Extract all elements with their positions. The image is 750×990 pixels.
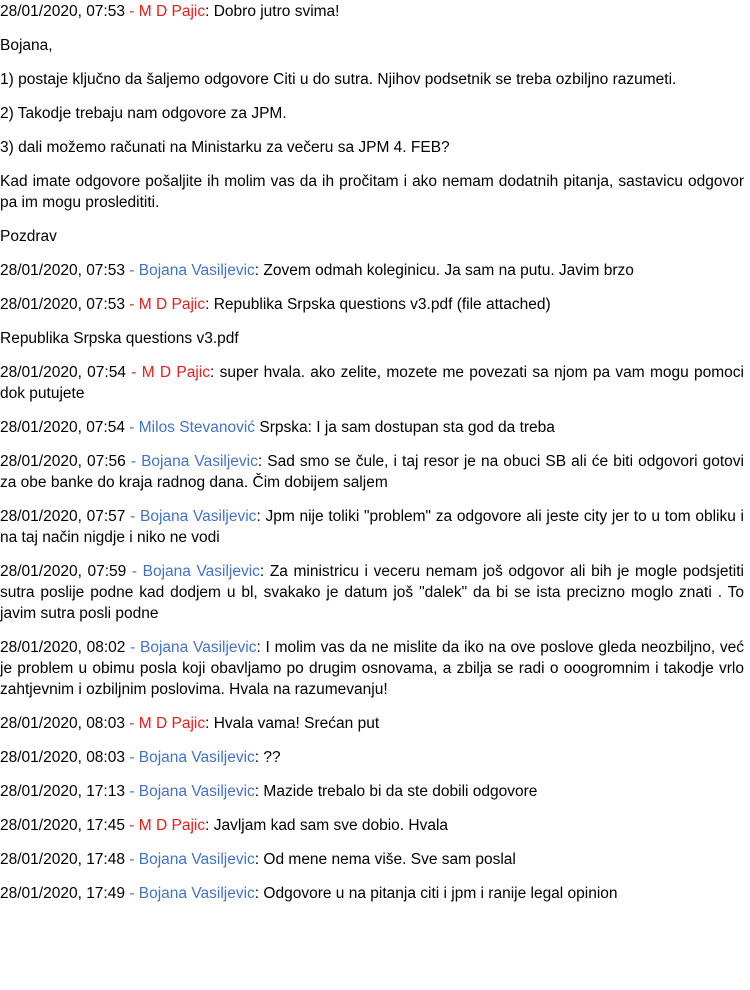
message-sender: Bojana Vasiljevic <box>138 851 255 868</box>
message-text: Hvala vama! Srećan put <box>213 715 380 732</box>
message-colon: : <box>256 508 266 525</box>
message-sender: Bojana Vasiljevic <box>140 639 257 656</box>
message-sender: Bojana Vasiljevic <box>138 749 255 766</box>
message-sender: Bojana Vasiljevic <box>138 783 255 800</box>
message-colon: : <box>205 715 214 732</box>
message-line <box>0 747 744 768</box>
message-line <box>0 451 744 493</box>
message-text: Mazide trebalo bi da ste dobili odgovore <box>263 783 538 800</box>
message-timestamp: 28/01/2020, 07:54 <box>0 364 126 381</box>
message-timestamp: 28/01/2020, 08:02 <box>0 639 126 656</box>
message-timestamp: 28/01/2020, 07:53 <box>0 296 125 313</box>
message-continuation: 2) Takodje trebaju nam odgovore za JPM. <box>0 105 287 122</box>
message-sender: M D Pajic <box>138 296 206 313</box>
message-separator: - <box>124 783 139 800</box>
message-colon: : <box>254 783 264 800</box>
message-text: Javljam kad sam sve dobio. Hvala <box>213 817 449 834</box>
message-text: super hvala. ako zelite, mozete me povezati sa njom pa vam mogu pomoci dok putujete <box>0 364 744 402</box>
chat-transcript <box>0 1 750 904</box>
message-text: I molim vas da ne mislite da iko na ove poslove gleda neozbiljno, već je problem u obimu posla koji obavljamo po drugim osnovama, a zbilja se radi o ooogromnim i takodje vrlo zahtjevnim i ozbiljnim poslovima. Hvala na razumevanju! <box>0 639 745 698</box>
message-separator: - <box>125 639 141 656</box>
message-colon: : <box>205 3 214 20</box>
message-timestamp: 28/01/2020, 17:13 <box>0 783 125 800</box>
message-timestamp: 28/01/2020, 07:53 <box>0 3 125 20</box>
message-separator: - <box>124 262 139 279</box>
message-separator: - <box>125 453 142 470</box>
message-text: ?? <box>263 749 281 766</box>
message-colon: : <box>210 364 220 381</box>
message-sender: Milos Stevanović <box>138 419 256 436</box>
message-separator: - <box>124 749 139 766</box>
message-colon: : <box>257 453 268 470</box>
message-line <box>0 506 744 548</box>
message-line <box>0 637 744 700</box>
message-timestamp: 28/01/2020, 08:03 <box>0 715 125 732</box>
message-continuation: 1) postaje ključno da šaljemo odgovore Citi u do sutra. Njihov podsetnik se treba ozbiljno razumeti. <box>0 71 677 88</box>
message-text: Od mene nema više. Sve sam poslal <box>263 851 516 868</box>
message-continuation: 3) dali možemo računati na Ministarku za večeru sa JPM 4. FEB? <box>0 139 450 156</box>
message-timestamp: 28/01/2020, 17:49 <box>0 885 125 902</box>
message-separator: - <box>124 885 139 902</box>
message-text: Sad smo se čule, i taj resor je na obuci SB ali će biti odgovori gotovi za obe banke do kraja radnog dana. Čim dobijem saljem <box>0 453 744 491</box>
message-text: Za ministricu i veceru nemam još odgovor ali bih je mogle podsjetiti sutra poslije podne kad dodjem u bl, svakako je datum još "dalek" da bi se ista precizno moglo znati . To javim sutra posli podne <box>0 563 744 622</box>
message-continuation: Kad imate odgovore pošaljite ih molim vas da ih pročitam i ako nemam dodatnih pitanja, sastavicu odgovor pa im mogu prosledititi. <box>0 173 744 211</box>
message-colon: : <box>205 296 214 313</box>
message-sender: M D Pajic <box>138 3 206 20</box>
message-sender: Bojana Vasiljevic <box>138 885 255 902</box>
message-continuation: Pozdrav <box>0 228 57 245</box>
message-colon: : <box>254 851 264 868</box>
message-sender: Bojana Vasiljevic <box>138 262 255 279</box>
message-line <box>0 713 744 734</box>
message-line <box>0 561 744 624</box>
message-text: Jpm nije toliki "problem" za odgovore ali jeste city jer to u tom obliku i na taj način nigdje i niko ne vodi <box>0 508 744 546</box>
message-timestamp: 28/01/2020, 17:45 <box>0 817 125 834</box>
message-colon: : <box>256 639 266 656</box>
message-continuation: Republika Srpska questions v3.pdf <box>0 330 239 347</box>
message-timestamp: 28/01/2020, 07:57 <box>0 508 126 525</box>
message-sender: M D Pajic <box>138 715 206 732</box>
message-separator: - <box>125 364 142 381</box>
message-separator: - <box>124 296 139 313</box>
message-text: Srpska: I ja sam dostupan sta god da treba <box>259 419 555 436</box>
message-separator: - <box>124 419 139 436</box>
message-continuation: Bojana, <box>0 37 53 54</box>
message-colon: : <box>259 563 270 580</box>
message-timestamp: 28/01/2020, 08:03 <box>0 749 125 766</box>
message-line <box>0 849 744 870</box>
message-sender: M D Pajic <box>138 817 206 834</box>
message-timestamp: 28/01/2020, 07:54 <box>0 419 125 436</box>
message-colon: : <box>254 262 264 279</box>
message-timestamp: 28/01/2020, 07:56 <box>0 453 126 470</box>
message-line <box>0 417 744 438</box>
message-timestamp: 28/01/2020, 07:53 <box>0 262 125 279</box>
message-text: Dobro jutro svima! <box>213 3 340 20</box>
message-sender: Bojana Vasiljevic <box>142 563 260 580</box>
message-separator: - <box>124 3 139 20</box>
message-separator: - <box>124 851 139 868</box>
message-separator: - <box>124 817 139 834</box>
message-line <box>0 815 744 836</box>
message-line <box>0 294 744 315</box>
message-colon: : <box>205 817 214 834</box>
message-line <box>0 781 744 802</box>
message-line <box>0 883 744 904</box>
message-separator: - <box>124 715 139 732</box>
message-text: Republika Srpska questions v3.pdf (file attached) <box>213 296 551 313</box>
message-sender: M D Pajic <box>141 364 210 381</box>
message-line <box>0 362 744 404</box>
message-timestamp: 28/01/2020, 07:59 <box>0 563 127 580</box>
message-text: Odgovore u na pitanja citi i jpm i ranije legal opinion <box>263 885 618 902</box>
message-sender: Bojana Vasiljevic <box>140 508 257 525</box>
message-colon: : <box>254 749 264 766</box>
message-separator: - <box>125 508 140 525</box>
message-line <box>0 260 744 281</box>
message-line <box>0 1 744 22</box>
message-text: Zovem odmah koleginicu. Ja sam na putu. Javim brzo <box>263 262 634 279</box>
message-separator: - <box>126 563 143 580</box>
message-colon: : <box>254 885 264 902</box>
message-sender: Bojana Vasiljevic <box>141 453 258 470</box>
message-timestamp: 28/01/2020, 17:48 <box>0 851 125 868</box>
